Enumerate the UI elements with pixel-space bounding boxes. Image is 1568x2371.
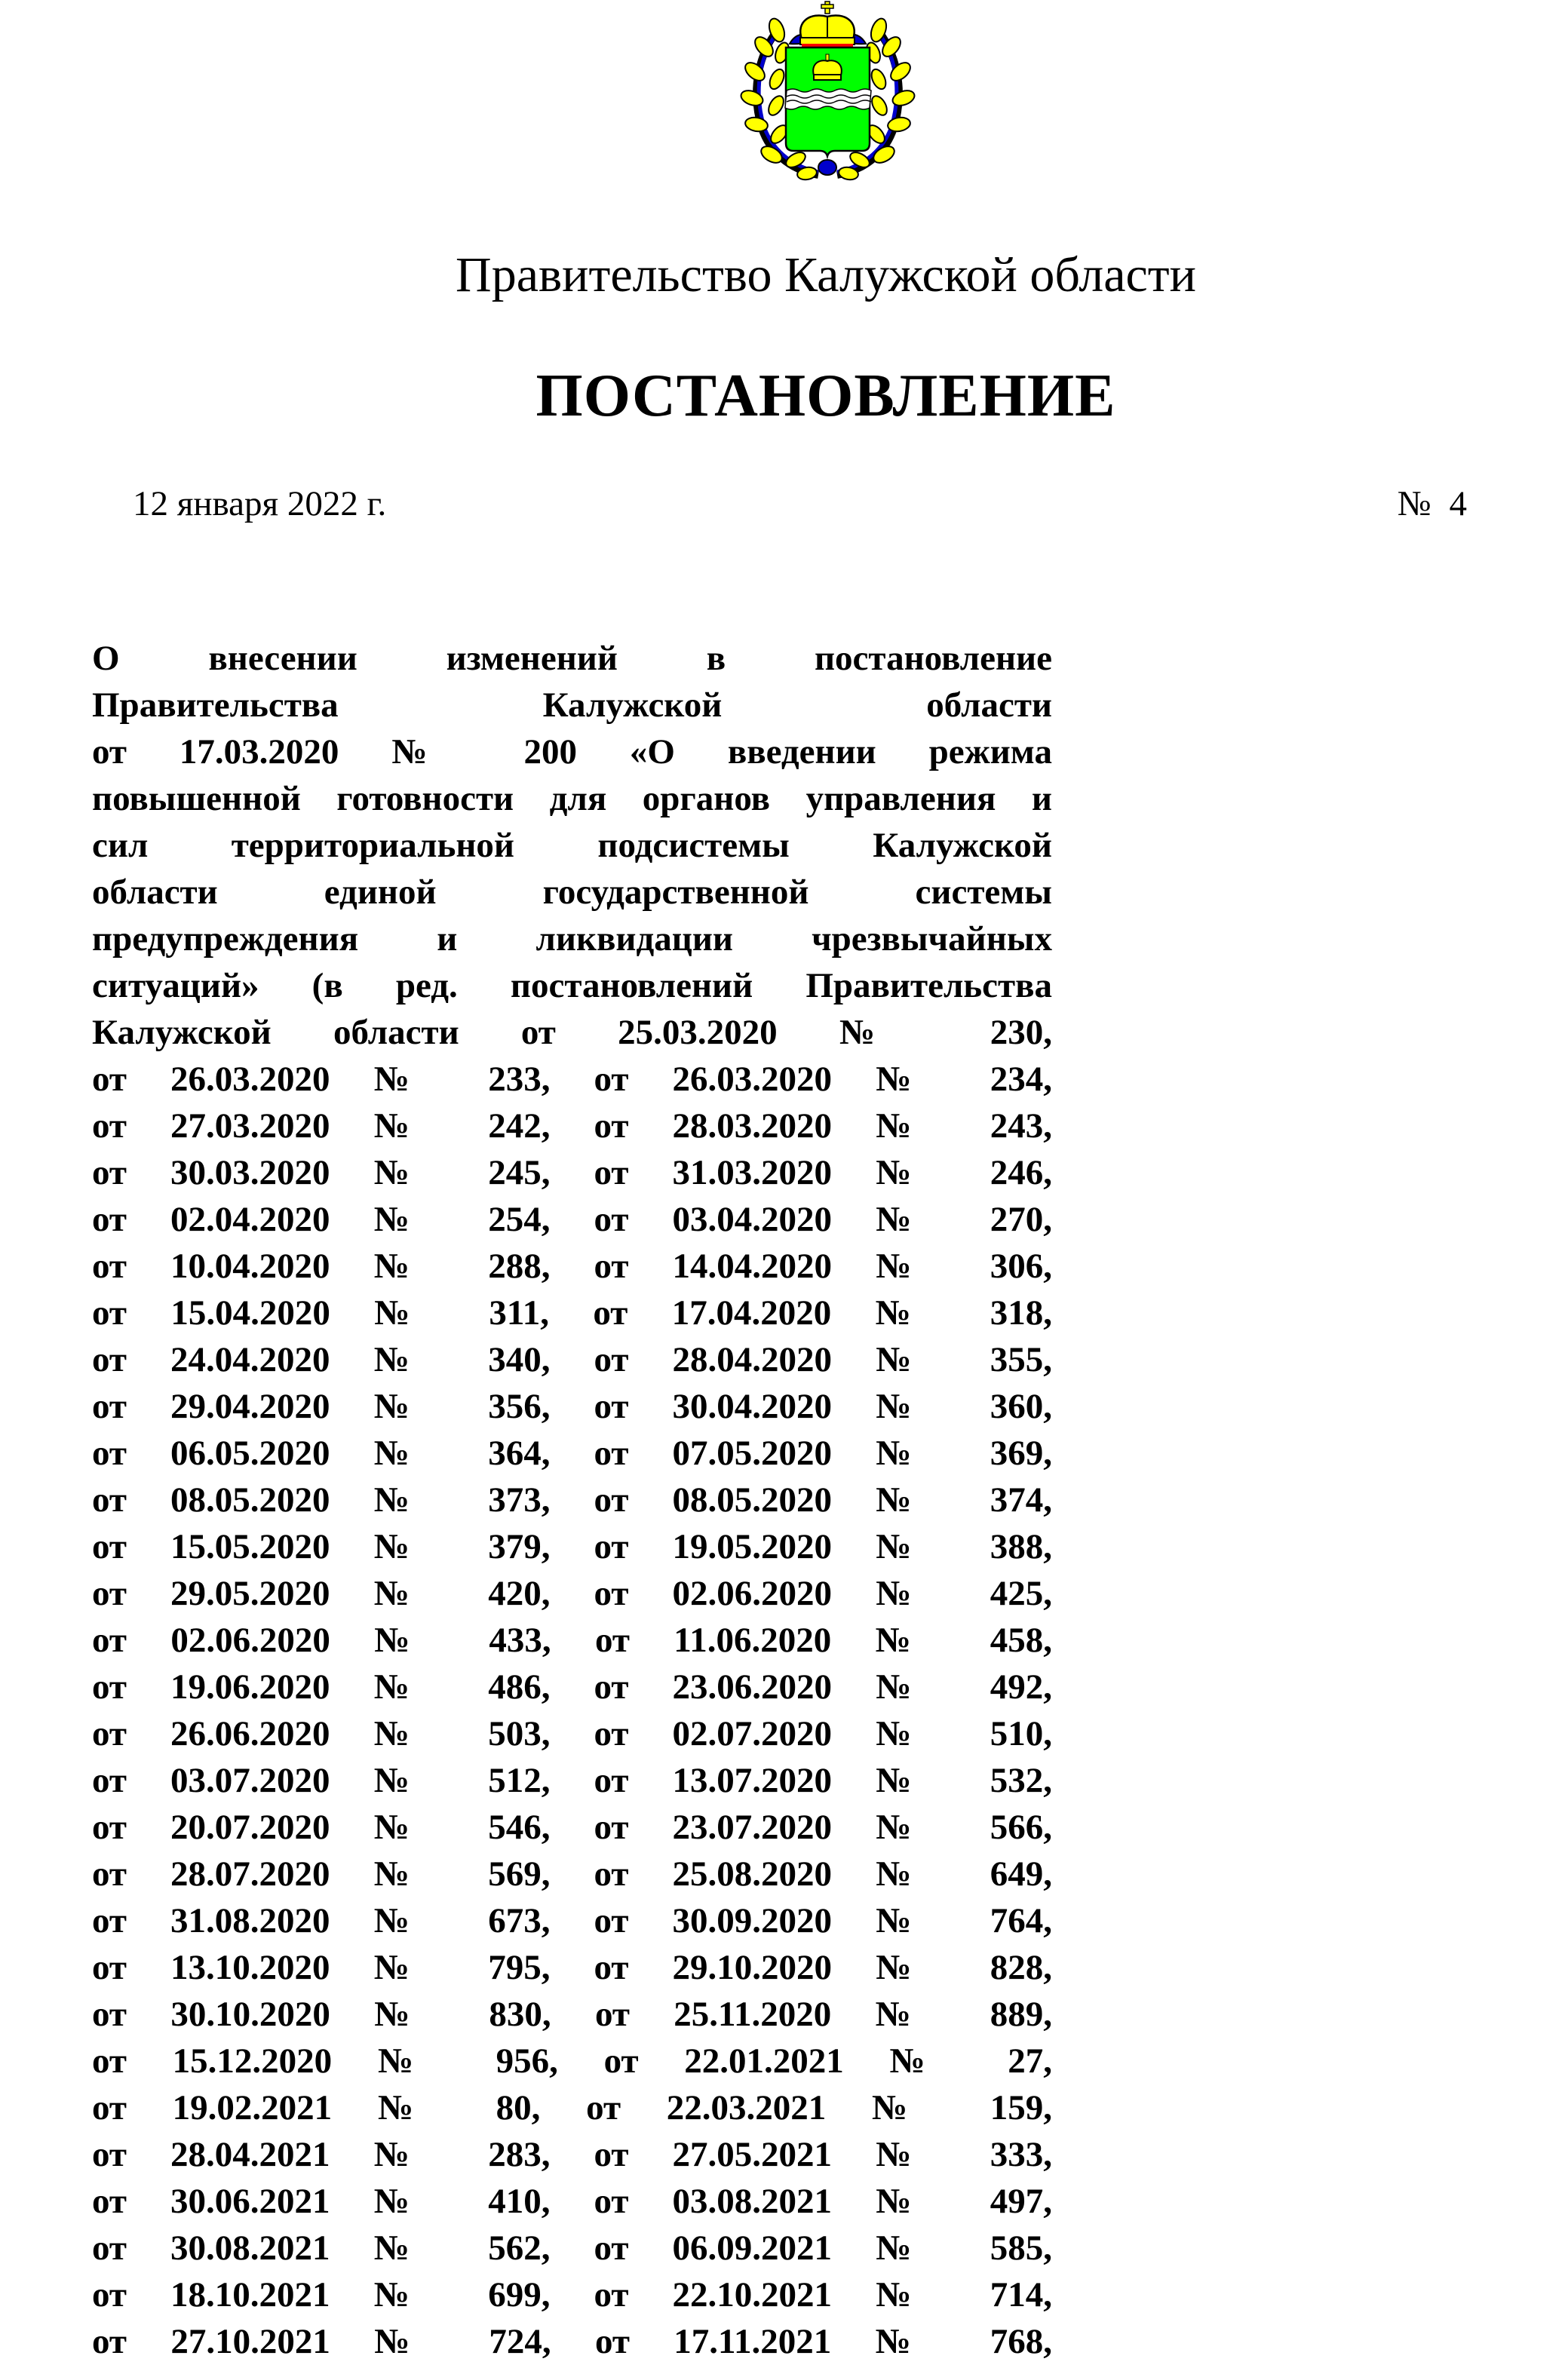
heading-line: от 18.10.2021 № 699, от 22.10.2021 № 714, — [92, 2275, 1052, 2314]
imperial-crown — [800, 2, 855, 47]
document-type-title: ПОСТАНОВЛЕНИЕ — [535, 363, 1116, 429]
heading-line: от 29.04.2020 № 356, от 30.04.2020 № 360, — [92, 1387, 1052, 1426]
heading-line: от 17.03.2020 № 200 «О введении режима — [92, 732, 1052, 771]
heading-line: от 03.07.2020 № 512, от 13.07.2020 № 532, — [92, 1761, 1052, 1800]
coat-of-arms-emblem — [735, 0, 920, 185]
heading-line: предупреждения и ликвидации чрезвычайных — [92, 919, 1052, 959]
heading-line: от 26.03.2020 № 233, от 26.03.2020 № 234, — [92, 1060, 1052, 1099]
heading-line: О внесении изменений в постановление — [92, 639, 1052, 678]
heading-line: от 28.07.2020 № 569, от 25.08.2020 № 649, — [92, 1854, 1052, 1894]
shield — [785, 48, 871, 156]
heading-line: от 02.06.2020 № 433, от 11.06.2020 № 458, — [92, 1621, 1052, 1660]
number-value: 4 — [1449, 484, 1467, 523]
heading-line: от 15.05.2020 № 379, от 19.05.2020 № 388, — [92, 1527, 1052, 1566]
heading-line: от 08.05.2020 № 373, от 08.05.2020 № 374, — [92, 1480, 1052, 1520]
heading-line: от 02.04.2020 № 254, от 03.04.2020 № 270, — [92, 1200, 1052, 1239]
heading-line: от 15.04.2020 № 311, от 17.04.2020 № 318, — [92, 1293, 1052, 1333]
heading-line: от 31.08.2020 № 673, от 30.09.2020 № 764, — [92, 1901, 1052, 1940]
heading-line: от 30.10.2020 № 830, от 25.11.2020 № 889, — [92, 1995, 1052, 2034]
document-heading-text — [92, 635, 1052, 2365]
heading-line: от 24.04.2020 № 340, от 28.04.2020 № 355, — [92, 1340, 1052, 1379]
ribbon-bow — [818, 160, 836, 175]
heading-line: от 13.10.2020 № 795, от 29.10.2020 № 828, — [92, 1948, 1052, 1987]
heading-line: сил территориальной подсистемы Калужской — [92, 826, 1052, 865]
heading-line: от 20.07.2020 № 546, от 23.07.2020 № 566, — [92, 1808, 1052, 1847]
heading-line: от 30.08.2021 № 562, от 06.09.2021 № 585, — [92, 2228, 1052, 2268]
heading-line: от 28.04.2021 № 283, от 27.05.2021 № 333, — [92, 2135, 1052, 2174]
heading-line: от 30.03.2020 № 245, от 31.03.2020 № 246, — [92, 1153, 1052, 1192]
document-date: 12 января 2022 г. — [133, 484, 387, 523]
document-number — [1398, 481, 1467, 526]
heading-line: от 30.06.2021 № 410, от 03.08.2021 № 497, — [92, 2182, 1052, 2221]
heading-line: от 27.10.2021 № 724, от 17.11.2021 № 768, — [92, 2322, 1052, 2361]
heading-line: ситуаций» (в ред. постановлений Правительства — [92, 966, 1052, 1005]
heading-line: от 27.03.2020 № 242, от 28.03.2020 № 243, — [92, 1106, 1052, 1146]
number-sign: № — [1397, 484, 1431, 523]
heading-line: от 19.06.2020 № 486, от 23.06.2020 № 492, — [92, 1667, 1052, 1707]
heading-line: от 15.12.2020 № 956, от 22.01.2021 № 27, — [92, 2041, 1052, 2081]
heading-line: повышенной готовности для органов управления и — [92, 779, 1052, 818]
heading-line: от 29.05.2020 № 420, от 02.06.2020 № 425, — [92, 1574, 1052, 1613]
heading-line: от 10.04.2020 № 288, от 14.04.2020 № 306, — [92, 1247, 1052, 1286]
government-name: Правительство Калужской области — [456, 247, 1196, 302]
heading-line: Калужской области от 25.03.2020 № 230, — [92, 1013, 1052, 1052]
heading-line: Правительства Калужской области — [92, 686, 1052, 725]
heading-line: от 19.02.2021 № 80, от 22.03.2021 № 159, — [92, 2088, 1052, 2127]
heading-line: от 06.05.2020 № 364, от 07.05.2020 № 369, — [92, 1434, 1052, 1473]
heading-line: области единой государственной системы — [92, 873, 1052, 912]
heading-line: от 26.06.2020 № 503, от 02.07.2020 № 510, — [92, 1714, 1052, 1753]
